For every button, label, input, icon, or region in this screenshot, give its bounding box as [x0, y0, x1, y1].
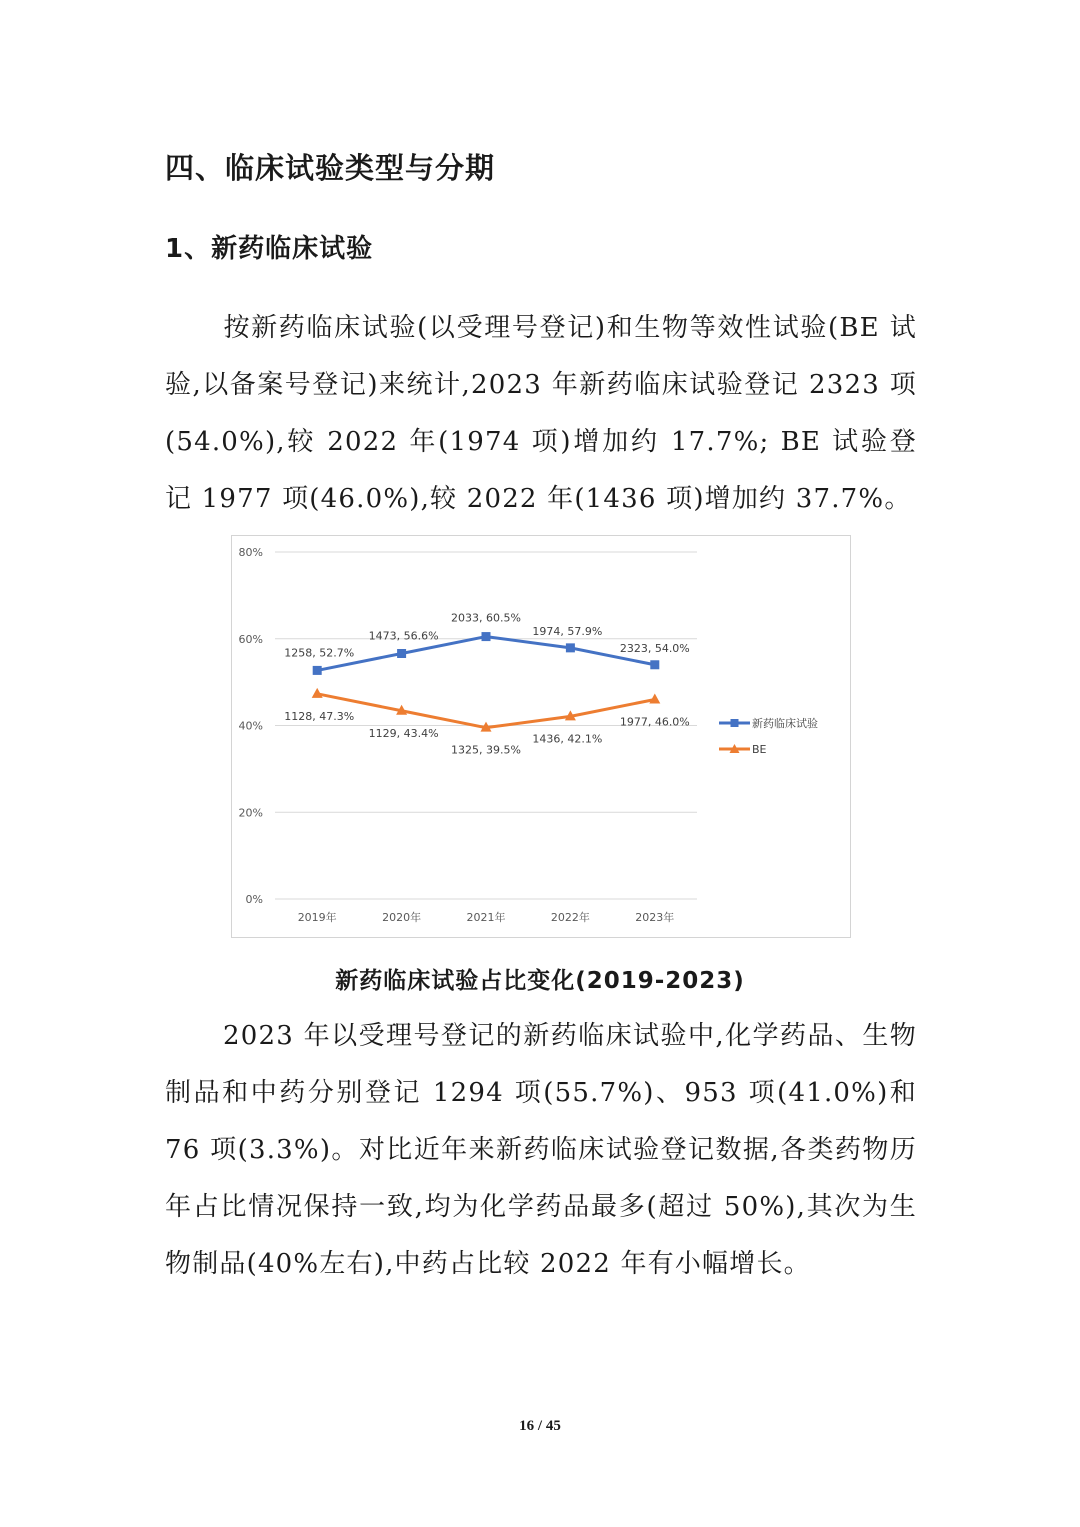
data-label: 1974, 57.9%: [532, 624, 603, 638]
data-label: 1436, 42.1%: [532, 732, 603, 746]
x-tick-label: 2023年: [635, 911, 675, 924]
y-tick-label: 0%: [245, 893, 263, 906]
paragraph-2-text: 2023 年以受理号登记的新药临床试验中,化学药品、生物制品和中药分别登记 1294 项(55.7%)、953 项(41.0%)和 76 项(3.3%)。对比近年来新药临床试验登记数据,各类药物历年占比情况保持一致,均为化学药品最多(超过 50%),其次为生物制品(40%左右),中药占比较 2022 年有小幅增长。: [165, 1021, 917, 1279]
y-tick-label: 80%: [238, 546, 263, 559]
data-point-marker: [313, 666, 322, 675]
paragraph-1: [165, 300, 917, 528]
data-label: 1473, 56.6%: [368, 629, 439, 643]
data-label: 1129, 43.4%: [368, 726, 439, 740]
paragraph-1-text: 按新药临床试验(以受理号登记)和生物等效性试验(BE 试验,以备案号登记)来统计,2023 年新药临床试验登记 2323 项(54.0%),较 2022 年(1974 项)增加约 17.7%; BE 试验登记 1977 项(46.0%),较 2022 年(1436 项)增加约 37.7%。: [165, 313, 917, 514]
data-label: 2323, 54.0%: [619, 641, 690, 655]
data-point-marker: [650, 660, 659, 669]
data-point-marker: [312, 688, 323, 698]
data-point-marker: [649, 693, 660, 703]
chart-svg: [232, 536, 850, 937]
line-chart: [231, 535, 851, 938]
y-tick-label: 20%: [238, 806, 263, 820]
data-label: 1258, 52.7%: [284, 646, 355, 660]
figure-caption: 新药临床试验占比变化(2019-2023): [335, 968, 745, 994]
y-tick-label: 40%: [238, 719, 263, 733]
data-point-marker: [397, 649, 406, 658]
data-label: 2033, 60.5%: [451, 611, 521, 625]
x-tick-label: 2022年: [550, 911, 590, 924]
data-point-marker: [482, 632, 491, 641]
paragraph-2: [165, 1008, 917, 1293]
y-tick-label: 60%: [238, 632, 263, 646]
legend-label: BE: [752, 743, 767, 756]
data-point-marker: [566, 643, 575, 652]
data-label: 1977, 46.0%: [619, 715, 690, 729]
page-number: 16 / 45: [519, 1418, 561, 1434]
data-label: 1325, 39.5%: [451, 743, 521, 757]
x-tick-label: 2021年: [466, 911, 506, 924]
x-tick-label: 2019年: [297, 911, 337, 924]
legend-marker: [731, 719, 739, 727]
data-label: 1128, 47.3%: [284, 709, 355, 723]
legend-label: 新药临床试验: [752, 717, 818, 730]
subsection-title: 1、新药临床试验: [165, 234, 374, 264]
x-tick-label: 2020年: [382, 911, 422, 924]
section-title: 四、临床试验类型与分期: [165, 151, 496, 185]
